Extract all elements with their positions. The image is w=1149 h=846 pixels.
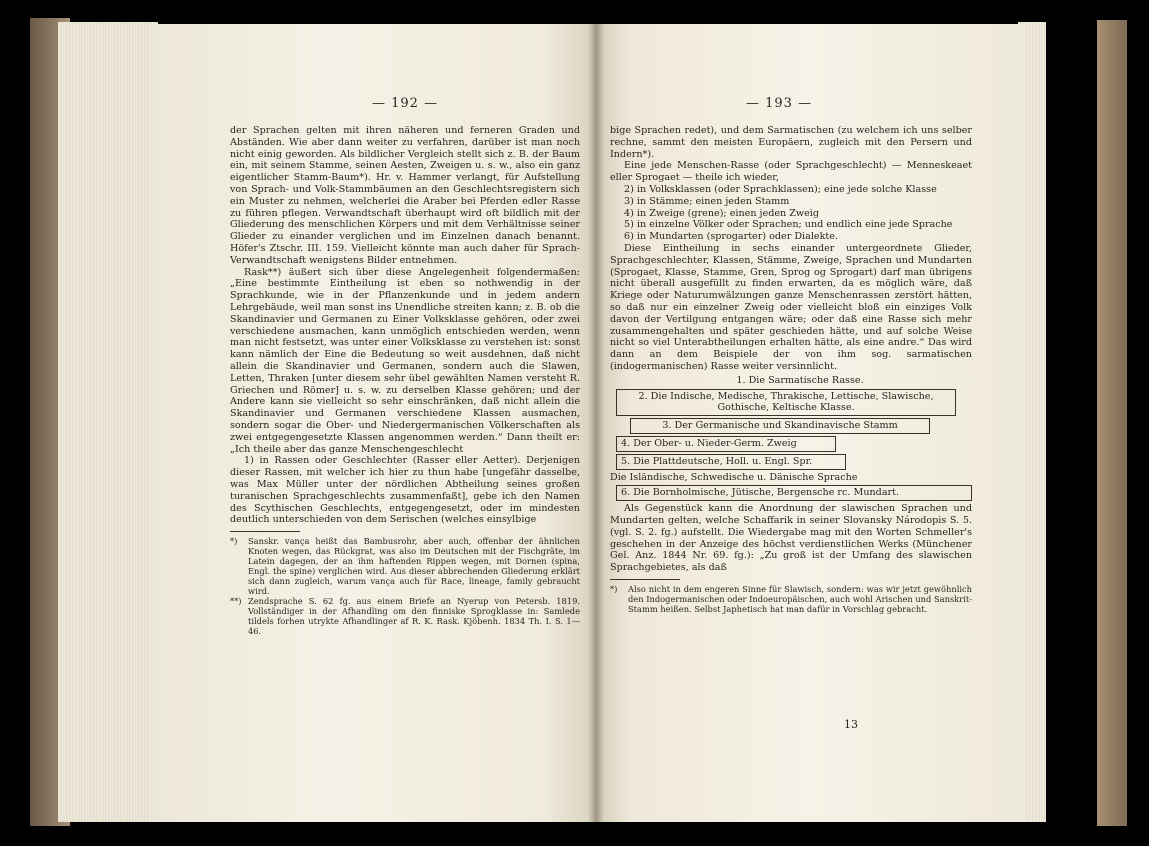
right-footnotes	[610, 584, 972, 614]
footnote	[230, 596, 580, 636]
right-paragraph: Diese Eintheilung in sechs einander untergeordnete Glieder, Sprachgeschlechter, Klassen, Stämme, Zweige, Sprachen und Mundarten (Sprogaet, Klasse, Stamme, Gren, Sprog og Sprogart) darf man übrigens nicht überall ausgefüllt zu finden erwarten, da es möglich wäre, daß Kriege oder Naturumwälzungen ganze Menschenrassen zerstört hätten, so daß nur ein einzelner Zweig oder vielleicht bloß ein einziges Volk davon der Vertilgung entgangen wäre; oder daß eine Rasse sich mehr zusammengehalten und später geschieden hätte, und auf solche Weise nicht so viel Unterabtheilungen erhalten hätte, als eine andre.“ Das wird dann an dem Beispiele der von ihm sog. sarmatischen (indogermanischen) Rasse weiter versinnlicht.	[610, 242, 972, 372]
left-page-body	[230, 125, 580, 636]
tree-node-rasse: 1. Die Sarmatische Rasse.	[736, 374, 864, 386]
footnote-text: Sanskr. vança heißt das Bambusrohr, aber auch, offenbar der ähnlichen Knoten wegen, das Rückgrat, was also im Deutschen mit der Fischgräte, im Latein dagegen, der an ihm haftenden Rippen wegen, mit Dornen (spina, Engl. the spine) verglichen wird. Aus dieser abbrechenden Gliederung erklärt sich dann zugleich, warum vança auch für Race, lineage, family gebraucht wird.	[248, 536, 580, 597]
left-page-number: — 192 —	[372, 96, 439, 111]
footnote-rule	[230, 531, 300, 532]
book-gutter	[588, 24, 604, 822]
tree-node-sprachen: 5. Die Plattdeutsche, Holl. u. Engl. Spr.	[616, 454, 846, 470]
tree-node-klasse-line2: Gothische, Keltische Klasse.	[717, 402, 855, 414]
left-page	[150, 24, 596, 822]
right-page	[596, 24, 1024, 822]
classification-tree	[610, 375, 972, 501]
right-paragraph: Eine jede Menschen-Rasse (oder Sprachgeschlecht) — Menneskeaet eller Sprogaet — theile ich wieder,	[610, 160, 972, 184]
tree-node-klasse	[616, 389, 956, 417]
list-item: 4) in Zweige (grene); einen jeden Zweig	[624, 207, 820, 219]
right-paragraph: bige Sprachen redet), und dem Sarmatischen (zu welchem ich uns selber rechne, sammt den meisten Europäern, zugleich mit den Persern und Indern*).	[610, 125, 972, 160]
tree-node-sprachen-nordisch: Die Isländische, Schwedische u. Dänische Sprache	[610, 471, 858, 483]
signature-mark: 13	[844, 718, 858, 731]
tree-node-zweig: 4. Der Ober- u. Nieder-Germ. Zweig	[616, 436, 836, 452]
page-edges-left	[58, 22, 158, 822]
right-page-number: — 193 —	[746, 96, 813, 111]
list-item: 2) in Volksklassen (oder Sprachklassen); eine jede solche Klasse	[624, 183, 937, 195]
book-cover-right	[1097, 20, 1127, 826]
list-item: 5) in einzelne Völker oder Sprachen; und endlich eine jede Sprache	[624, 219, 953, 231]
footnote-text: Also nicht in dem engeren Sinne für Slawisch, sondern: was wir jetzt gewöhnlich den Indogermanischen oder Indoeuropäischen, auch wohl Arischen und Sanskrit-Stamm heißen. Selbst Japhetisch hat man dafür in Vorschlag gebracht.	[628, 583, 972, 614]
footnote-rule	[610, 579, 680, 580]
list-item: 6) in Mundarten (sprogarter) oder Dialekte.	[624, 231, 838, 243]
footnote-text: Zendsprache S. 62 fg. aus einem Briefe an Nyerup von Petersb. 1819. Vollständiger in der Afhandling om den finniske Sprogklasse in: Samlede tildels forhen utrykte Afhandlinger af R. K. Rask. Kjöbenh. 1834 Th. I. S. 1—46.	[248, 596, 580, 637]
footnote-mark: *)	[610, 583, 618, 594]
left-paragraph: Rask**) äußert sich über diese Angelegenheit folgendermaßen: „Eine bestimmte Eintheilung ist eben so nothwendig in der Sprachkunde, wie in der Pflanzenkunde und in jedem andern Lehrgebäude, weil man sonst ins Unendliche streiten kann; z. B. ob die Skandinavier und Germanen zu Einer Volksklasse gehören, oder zwei verschiedene ausmachen, kann unmöglich entschieden werden, wenn man nicht festsetzt, was unter einer Volksklasse zu verstehen ist: sonst kann nämlich der Eine die Bedeutung so weit ausdehnen, daß nicht allein die Skandinavier und Germanen, sondern auch die Slawen, Letten, Thraken [unter diesem sehr übel gewählten Namen versteht R. Griechen und Römer] u. s. w. zu derselben Klasse gehören; und der Andere kann sie vielleicht so sehr einschränken, daß nicht allein die Skandinavier und Germanen verschiedene Klassen ausmachen, sondern sogar die Ober- und Niedergermanischen Völkerschaften als zwei entgegengesetzte Klassen angenommen werden.“ Dann theilt er: „Ich theile aber das ganze Menschengeschlecht	[230, 266, 580, 455]
left-paragraph: 1) in Rassen oder Geschlechter (Rasser eller Aetter). Derjenigen dieser Rassen, mit welcher ich hier zu thun habe [ungefähr dasselbe, was Max Müller unter der nördlichen Abtheilung seines großen turanischen Sprachgeschlechts zusammenfaßt], gebe ich den Namen des Scythischen Geschlechts, entgegengesetzt, oder im mindesten deutlich unterschieden von dem Serischen (welches einsylbige	[230, 455, 580, 526]
right-paragraph: Als Gegenstück kann die Anordnung der slawischen Sprachen und Mundarten gelten, welche Schaffarik in seiner Slovansky Národopis S. 5. (vgl. S. 2. fg.) aufstellt. Die Wiedergabe mag mit den Worten Schmeller's geschehen in der Anzeige des höchst verdienstlichen Werks (Münchener Gel. Anz. 1844 Nr. 69. fg.): „Zu groß ist der Umfang des slawischen Sprachgebietes, als daß	[610, 503, 972, 574]
footnote-mark: **)	[230, 596, 242, 607]
footnote-mark: *)	[230, 536, 238, 547]
tree-node-stamm: 3. Der Germanische und Skandinavische Stamm	[630, 418, 930, 434]
left-footnotes	[230, 536, 580, 636]
tree-node-klasse-line1: 2. Die Indische, Medische, Thrakische, Lettische, Slawische,	[638, 390, 934, 402]
footnote	[610, 584, 972, 614]
footnote	[230, 536, 580, 596]
right-page-body	[610, 125, 972, 614]
list-item: 3) in Stämme; einen jeden Stamm	[624, 195, 790, 207]
tree-node-mundart: 6. Die Bornholmische, Jütische, Bergensche rc. Mundart.	[616, 485, 972, 501]
left-paragraph: der Sprachen gelten mit ihren näheren und ferneren Graden und Abständen. Wie aber dann weiter zu verfahren, darüber ist man noch nicht einig geworden. Als bildlicher Vergleich stellt sich z. B. der Baum ein, mit seinem Stamme, seinen Aesten, Zweigen u. s. w., also ein ganz eigentlicher Stamm-Baum*). Hr. v. Hammer verlangt, für Aufstellung von Sprach- und Volk-Stammbäumen an den Geschlechtsregistern sich ein Muster zu nehmen, welcherlei die Araber bei Pferden edler Rasse zu führen pflegen. Verwandtschaft überhaupt wird oft bildlich mit der Gliederung des menschlichen Körpers und mit dem Verhältnisse seiner Glieder zu einander verglichen und im Einzelnen danach benannt. Höfer's Ztschr. III. 159. Vielleicht könnte man auch daher für Sprach-Verwandtschaft wenigstens Bilder entnehmen.	[230, 125, 580, 266]
